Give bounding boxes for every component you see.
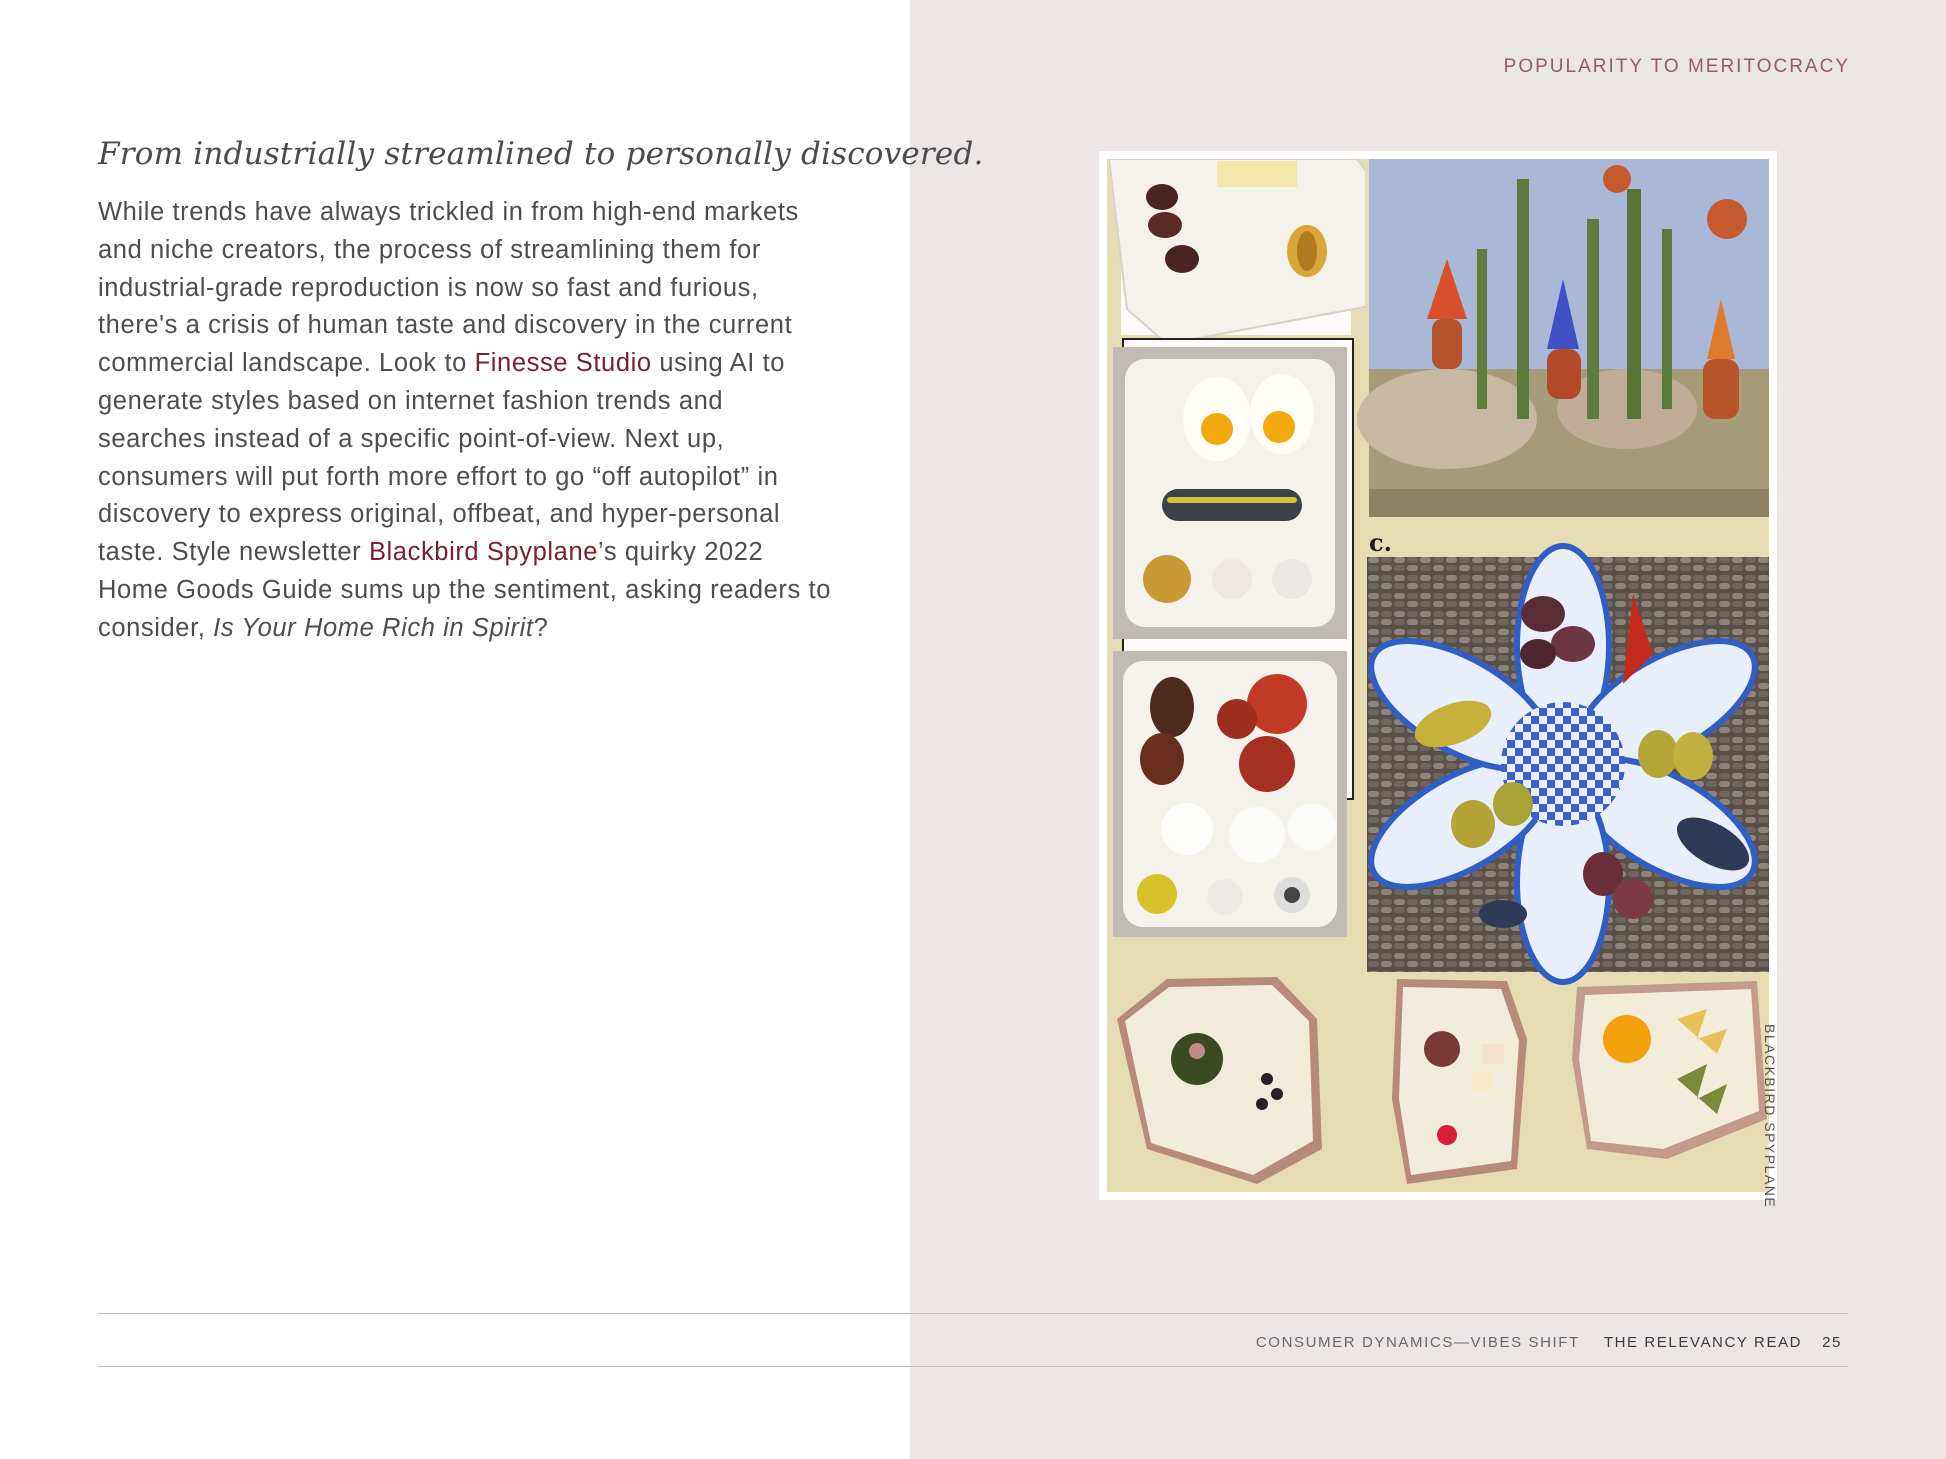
body-text-3: ’s quirky 2022 Home Goods Guide sums up the sentiment, asking readers to consider, — [98, 538, 831, 642]
ceramic-tray-bottom-right — [1572, 981, 1767, 1159]
oyster-flower-plate — [1351, 546, 1769, 982]
photo-collage — [1107, 159, 1769, 1192]
collage-illustration — [1107, 159, 1769, 1192]
body-text-2: using AI to generate styles based on internet fashion trends and searches instead of a specific point-of-view. Next up, consumers will put forth more effort to go “off autopilot” in discovery to express original, offbeat, and hyper-personal taste. Style newsletter — [98, 349, 786, 567]
body-text-1: While trends have always trickled in from high-end markets and niche creators, the process of streamlining them for industrial-grade reproduction is now so fast and furious, there's a crisis of human taste and discovery in the current commercial landscape. Look to — [98, 198, 799, 378]
section-label: POPULARITY TO MERITOCRACY — [1503, 56, 1850, 77]
page-number: 25 — [1822, 1334, 1842, 1351]
photo-caption: BLACKBIRD SPYPLANE — [1762, 1024, 1778, 1209]
footer-chapter: CONSUMER DYNAMICS—VIBES SHIFT — [1255, 1334, 1580, 1351]
footer-publication: THE RELEVANCY READ — [1603, 1334, 1803, 1351]
footer-rule-top — [98, 1313, 1848, 1314]
finesse-studio-link[interactable]: Finesse Studio — [474, 349, 652, 378]
tray-tomatoes — [1113, 651, 1347, 937]
ceramic-tray-bottom-middle — [1392, 979, 1527, 1184]
footer — [1256, 1334, 1842, 1351]
blackbird-spyplane-link[interactable]: Blackbird Spyplane — [368, 538, 599, 567]
body-text-4: ? — [533, 613, 549, 642]
panel-letter: c. — [1369, 528, 1392, 557]
footer-rule-bottom — [98, 1366, 1848, 1367]
desert-gnome-panel — [1357, 159, 1769, 519]
body-emphasis: Is Your Home Rich in Spirit — [213, 613, 534, 642]
photo-collage-figure — [1099, 151, 1777, 1200]
headline: From industrially streamlined to personally discovered. — [98, 136, 984, 172]
body-paragraph — [98, 194, 838, 648]
ceramic-tray-bottom-left — [1117, 977, 1322, 1184]
